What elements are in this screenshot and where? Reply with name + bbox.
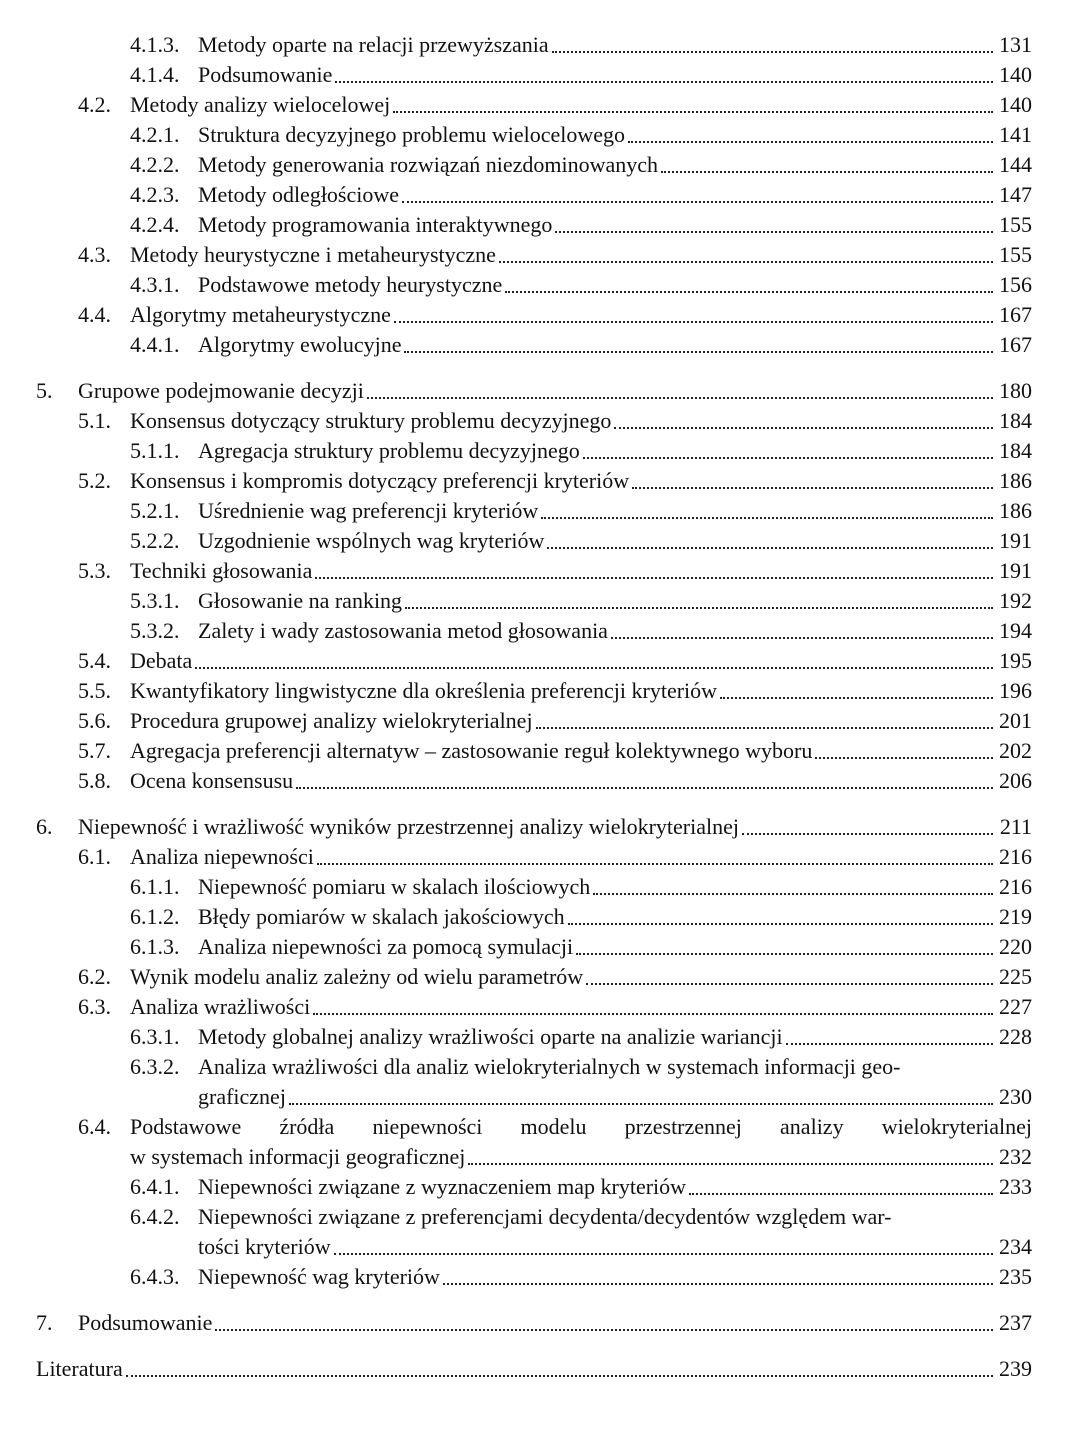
dot-leader (786, 1022, 993, 1045)
toc-entry-number: 6.1.3. (130, 934, 180, 959)
toc-entry-title: Agregacja struktury problemu decyzyjnego (198, 438, 580, 463)
toc-entry (130, 586, 1032, 616)
toc-entry-title: Niepewności związane z preferencjami decydenta/decydentów względem war- (198, 1204, 892, 1229)
toc-entry (78, 992, 1032, 1022)
toc-entry-number: 6.4. (78, 1114, 111, 1139)
toc-entry (130, 872, 1032, 902)
toc-entry-page: 167 (999, 332, 1032, 357)
toc-entry-continuation (198, 1232, 1032, 1262)
toc-entry (130, 436, 1032, 466)
toc-entry-number: 6.1.1. (130, 874, 180, 899)
toc-entry-title: Podsumowanie (78, 1310, 213, 1335)
toc-entry-title: Podstawowe źródła niepewności modelu przestrzennej analizy wielokryterialnej (130, 1114, 1032, 1139)
toc-entry-title: Techniki głosowania (130, 558, 313, 583)
toc-entry-number: 4.1.3. (130, 32, 180, 57)
toc-entry-page: 235 (999, 1264, 1032, 1289)
toc-entry-continuation (198, 1082, 1032, 1112)
toc-entry (130, 1022, 1032, 1052)
toc-entry-number: 4.1.4. (130, 62, 180, 87)
toc-entry (130, 932, 1032, 962)
toc-entry-title: Analiza niepewności (130, 844, 314, 869)
toc-entry (130, 270, 1032, 300)
toc-entry-page: 147 (999, 182, 1032, 207)
dot-leader (394, 300, 993, 323)
toc-entry-title: Metody odległościowe (198, 182, 400, 207)
toc-entry (130, 30, 1032, 60)
toc-entry-number: 4.2. (78, 92, 111, 117)
toc-entry-title: Metody programowania interaktywnego (198, 212, 553, 237)
dot-leader (593, 872, 993, 895)
toc-entry-title: Grupowe podejmowanie decyzji (78, 378, 364, 403)
toc-entry (130, 210, 1032, 240)
toc-entry (130, 60, 1032, 90)
dot-leader (689, 1172, 993, 1195)
toc-entry (130, 1172, 1032, 1202)
toc-entry-number: 6.2. (78, 964, 111, 989)
toc-entry (78, 766, 1032, 796)
toc-entry (78, 556, 1032, 586)
dot-leader (536, 706, 993, 729)
toc-entry-title: Niepewność i wrażliwość wyników przestrzennej analizy wielokryterialnej (78, 814, 739, 839)
dot-leader (614, 406, 993, 429)
dot-leader (468, 1142, 993, 1165)
toc-entry-page: 186 (999, 498, 1032, 523)
dot-leader (393, 90, 993, 113)
dot-leader (541, 496, 993, 519)
toc-entry-title: Metody analizy wielocelowej (130, 92, 391, 117)
toc-entry (130, 1262, 1032, 1292)
toc-entry (78, 240, 1032, 270)
dot-leader (296, 766, 993, 789)
toc-entry-number: 4.4. (78, 302, 111, 327)
toc-entry-page: 184 (999, 438, 1032, 463)
toc-entry-page: 239 (999, 1356, 1032, 1381)
toc-entry (36, 1308, 1032, 1338)
dot-leader (505, 270, 993, 293)
toc-entry-page: 167 (999, 302, 1032, 327)
toc-entry-title-continued: w systemach informacji geograficznej (130, 1144, 466, 1169)
toc-entry-number: 6.3.1. (130, 1024, 180, 1049)
dot-leader (289, 1082, 993, 1105)
toc-entry-number: 4.2.4. (130, 212, 180, 237)
dot-leader (195, 646, 993, 669)
toc-entry-page: 206 (999, 768, 1032, 793)
toc-entry-page: 228 (999, 1024, 1032, 1049)
dot-leader (583, 436, 993, 459)
toc-entry-title: Metody generowania rozwiązań niezdominowanych (198, 152, 658, 177)
toc-entry-page: 191 (999, 558, 1032, 583)
dot-leader (628, 120, 993, 143)
toc-entry (78, 962, 1032, 992)
toc-entry-page: 140 (999, 62, 1032, 87)
toc-entry-page: 201 (999, 708, 1032, 733)
toc-entry-title: Zalety i wady zastosowania metod głosowania (198, 618, 608, 643)
toc-entry-title: Głosowanie na ranking (198, 588, 403, 613)
toc-entry-title: Analiza niepewności za pomocą symulacji (198, 934, 574, 959)
toc-entry-number: 4.4.1. (130, 332, 180, 357)
dot-leader (405, 586, 993, 609)
toc-entry-title: Konsensus i kompromis dotyczący preferencji kryteriów (130, 468, 630, 493)
dot-leader (335, 60, 993, 83)
toc-entry-title: Błędy pomiarów w skalach jakościowych (198, 904, 565, 929)
toc-entry-title: Kwantyfikatory lingwistyczne dla określenia preferencji kryteriów (130, 678, 718, 703)
toc-entry (78, 706, 1032, 736)
toc-entry-title: Metody oparte na relacji przewyższania (198, 32, 549, 57)
toc-entry-number: 4.3. (78, 242, 111, 267)
toc-entry-page: 234 (999, 1234, 1032, 1259)
toc-entry-number: 5.2.1. (130, 498, 180, 523)
toc-entry-title-continued: tości kryteriów (198, 1234, 331, 1259)
toc-entry-title-continued: graficznej (198, 1084, 286, 1109)
toc-entry (78, 676, 1032, 706)
toc-entry-title: Podstawowe metody heurystyczne (198, 272, 503, 297)
toc-entry-number: 5.7. (78, 738, 111, 763)
toc-entry-title: Struktura decyzyjnego problemu wielocelowego (198, 122, 626, 147)
toc-entry-title: Niepewność wag kryteriów (198, 1264, 440, 1289)
toc-entry-title: Metody globalnej analizy wrażliwości oparte na analizie wariancji (198, 1024, 783, 1049)
toc-entry (130, 496, 1032, 526)
toc-entry-number: 5.4. (78, 648, 111, 673)
toc-entry-number: 5.6. (78, 708, 111, 733)
toc-entry-number: 5.3.1. (130, 588, 180, 613)
toc-entry-number: 6.3. (78, 994, 111, 1019)
dot-leader (576, 932, 993, 955)
toc-entry-page: 211 (999, 814, 1032, 839)
toc-entry-title: Analiza wrażliwości (130, 994, 311, 1019)
toc-entry (36, 1354, 1032, 1384)
toc-entry-title: Konsensus dotyczący struktury problemu decyzyjnego (130, 408, 612, 433)
dot-leader (815, 736, 993, 759)
toc-entry-number: 7. (36, 1310, 53, 1335)
toc-entry-page: 230 (999, 1084, 1032, 1109)
toc-entry-page: 192 (999, 588, 1032, 613)
toc-entry (78, 1112, 1032, 1142)
toc-entry-number: 6. (36, 814, 53, 839)
dot-leader (552, 30, 993, 53)
toc-entry-page: 180 (999, 378, 1032, 403)
toc-entry-page: 196 (999, 678, 1032, 703)
toc-entry-title: Niepewności związane z wyznaczeniem map kryteriów (198, 1174, 687, 1199)
toc-entry-number: 5.1.1. (130, 438, 180, 463)
toc-entry-page: 225 (999, 964, 1032, 989)
dot-leader (404, 330, 993, 353)
toc-entry-number: 6.3.2. (130, 1054, 180, 1079)
toc-entry (78, 466, 1032, 496)
toc-entry-title: Algorytmy ewolucyjne (198, 332, 402, 357)
toc-entry (130, 150, 1032, 180)
toc-entry-continuation (130, 1142, 1032, 1172)
toc-entry-number: 4.2.3. (130, 182, 180, 207)
toc-entry (130, 1202, 1032, 1232)
dot-leader (215, 1308, 993, 1331)
dot-leader (315, 556, 993, 579)
dot-leader (568, 902, 993, 925)
toc-entry-page: 186 (999, 468, 1032, 493)
toc-entry (78, 646, 1032, 676)
toc-entry-page: 232 (999, 1144, 1032, 1169)
toc-entry-number: 6.4.2. (130, 1204, 180, 1229)
toc-entry-number: 5.1. (78, 408, 111, 433)
toc-entry-page: 216 (999, 874, 1032, 899)
toc-entry-title: Metody heurystyczne i metaheurystyczne (130, 242, 496, 267)
toc-entry-page: 131 (999, 32, 1032, 57)
toc-entry-number: 6.4.1. (130, 1174, 180, 1199)
toc-entry-title: Wynik modelu analiz zależny od wielu parametrów (130, 964, 584, 989)
dot-leader (402, 180, 993, 203)
dot-leader (443, 1262, 993, 1285)
toc-entry-page: 202 (999, 738, 1032, 763)
toc-entry-title: Procedura grupowej analizy wielokryterialnej (130, 708, 533, 733)
toc-entry-page: 155 (999, 212, 1032, 237)
toc-entry-page: 194 (999, 618, 1032, 643)
toc-entry (130, 616, 1032, 646)
dot-leader (547, 526, 993, 549)
toc-entry-page: 237 (999, 1310, 1032, 1335)
dot-leader (632, 466, 993, 489)
toc-entry-title: Podsumowanie (198, 62, 333, 87)
toc-entry-number: 5. (36, 378, 53, 403)
toc-entry-number: 5.8. (78, 768, 111, 793)
dot-leader (661, 150, 993, 173)
toc-entry-number: 5.5. (78, 678, 111, 703)
toc-entry (36, 812, 1032, 842)
dot-leader (611, 616, 993, 639)
toc-entry (130, 330, 1032, 360)
toc-entry (78, 300, 1032, 330)
toc-entry-page: 233 (999, 1174, 1032, 1199)
toc-entry (36, 376, 1032, 406)
dot-leader (499, 240, 993, 263)
toc-entry (130, 902, 1032, 932)
toc-entry-page: 156 (999, 272, 1032, 297)
toc-entry-number: 6.4.3. (130, 1264, 180, 1289)
toc-entry-page: 144 (999, 152, 1032, 177)
toc-entry-page: 195 (999, 648, 1032, 673)
toc-entry-title: Agregacja preferencji alternatyw – zastosowanie reguł kolektywnego wyboru (130, 738, 813, 763)
toc-entry-page: 219 (999, 904, 1032, 929)
toc-entry-number: 5.3.2. (130, 618, 180, 643)
toc-entry-number: 6.1.2. (130, 904, 180, 929)
toc-entry-title: Uśrednienie wag preferencji kryteriów (198, 498, 539, 523)
toc-entry-page: 220 (999, 934, 1032, 959)
toc-entry-title: Niepewność pomiaru w skalach ilościowych (198, 874, 591, 899)
toc-entry-title: Debata (130, 648, 193, 673)
toc-entry-number: 5.3. (78, 558, 111, 583)
dot-leader (126, 1354, 993, 1377)
toc-entry-page: 216 (999, 844, 1032, 869)
toc-entry (78, 90, 1032, 120)
toc-entry-number: 5.2.2. (130, 528, 180, 553)
dot-leader (720, 676, 993, 699)
dot-leader (367, 376, 993, 399)
toc-entry-title: Uzgodnienie wspólnych wag kryteriów (198, 528, 545, 553)
toc-entry-title: Algorytmy metaheurystyczne (130, 302, 391, 327)
toc-entry-page: 184 (999, 408, 1032, 433)
toc-entry-title: Literatura (36, 1356, 123, 1381)
toc-entry-number: 4.2.2. (130, 152, 180, 177)
toc-entry-title: Analiza wrażliwości dla analiz wielokryterialnych w systemach informacji geo- (198, 1054, 901, 1079)
toc-entry-number: 5.2. (78, 468, 111, 493)
dot-leader (317, 842, 993, 865)
toc-entry-number: 6.1. (78, 844, 111, 869)
toc-entry (78, 406, 1032, 436)
toc-entry (78, 736, 1032, 766)
toc-entry-title: Ocena konsensusu (130, 768, 294, 793)
dot-leader (742, 812, 993, 835)
dot-leader (586, 962, 993, 985)
toc-entry (130, 1052, 1032, 1082)
toc-entry-page: 141 (999, 122, 1032, 147)
toc-entry (130, 526, 1032, 556)
toc-entry-page: 155 (999, 242, 1032, 267)
dot-leader (334, 1232, 993, 1255)
toc-entry-page: 227 (999, 994, 1032, 1019)
toc-entry-page: 140 (999, 92, 1032, 117)
toc-entry-number: 4.2.1. (130, 122, 180, 147)
toc-entry (78, 842, 1032, 872)
dot-leader (555, 210, 993, 233)
toc-entry-number: 4.3.1. (130, 272, 180, 297)
toc-entry (130, 120, 1032, 150)
toc-entry (130, 180, 1032, 210)
dot-leader (313, 992, 993, 1015)
toc-entry-page: 191 (999, 528, 1032, 553)
